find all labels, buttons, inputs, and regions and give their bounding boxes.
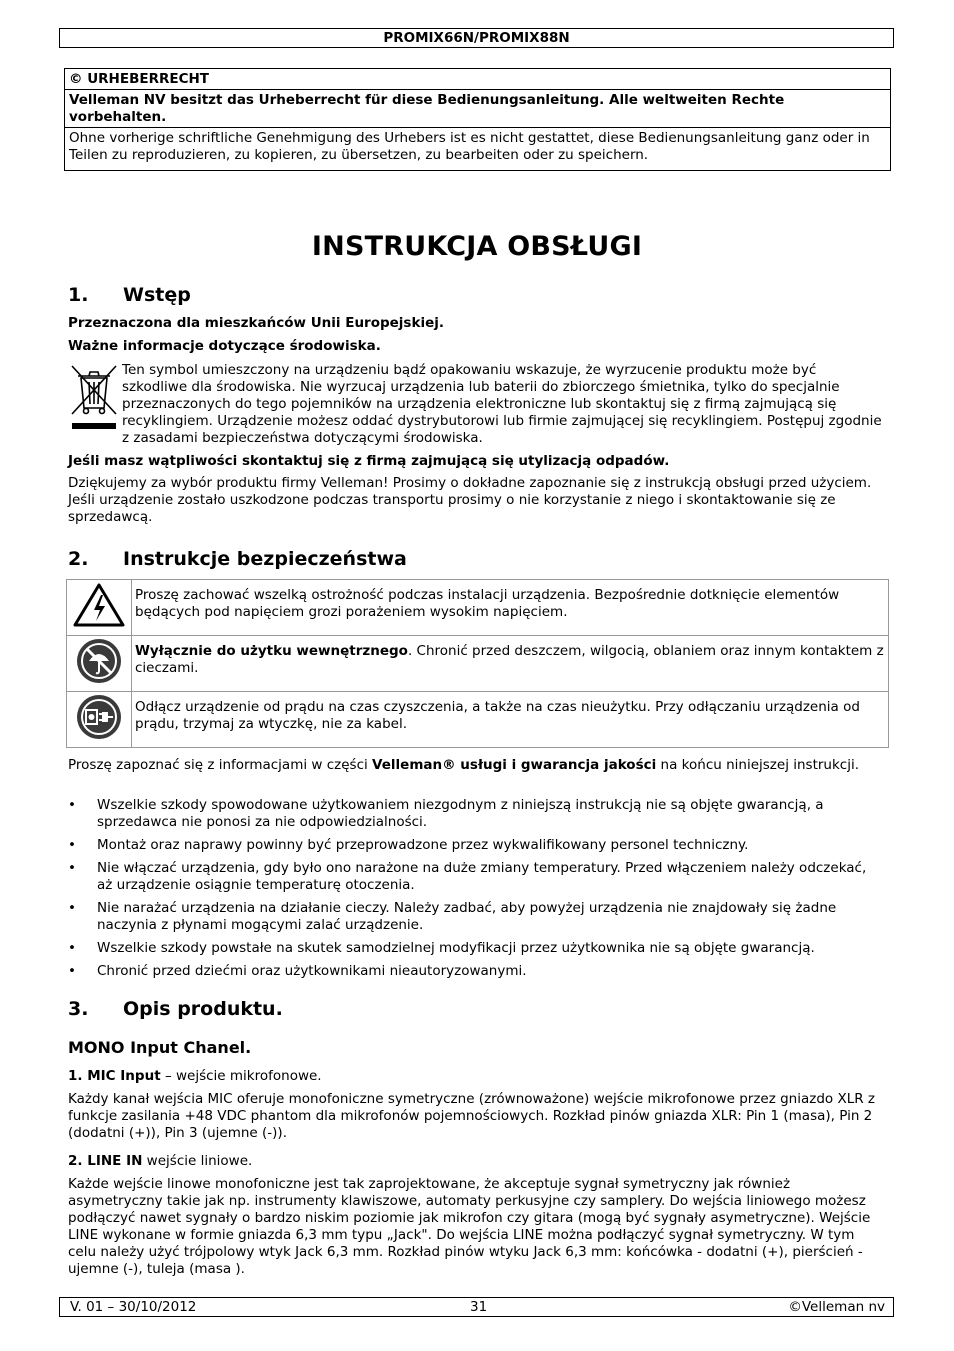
- weee-text: Ten symbol umieszczony na urządzeniu bądź opakowaniu wskazuje, że wyrzucenie produktu może być szkodliwe dla środowiska. Nie wyrzucaj urządzenia lub baterii do zbiorczego śmietnika, tylko do specjalnie przeznaczonych do tego pojemników na urządzenia elektroniczne lub skontaktuj się z firmą zajmującą się recyklingiem. Urządzenie możesz oddać dystrybutorowi lub firmie zajmującej się recyklingiem. Postępuj zgodnie z zasadami bezpieczeństwa dotyczącymi środowiska.: [122, 362, 882, 446]
- section-heading-product: [68, 997, 283, 1021]
- page-footer: [59, 1297, 894, 1317]
- weee-bin-icon: [68, 362, 120, 432]
- safety-text: . Chronić przed deszczem, wilgocią, oblaniem oraz innym kontaktem z cieczami.: [135, 643, 884, 676]
- copyright-text: Ohne vorherige schriftliche Genehmigung des Urhebers ist es nicht gestattet, diese Bedienungsanleitung ganz oder in Teilen zu reproduzieren, zu kopieren, zu übersetzen, zu bearbeiten oder zu speichern.: [69, 130, 870, 163]
- line-in-label: 2. LINE IN: [68, 1153, 143, 1169]
- bullet: •: [68, 837, 76, 853]
- thanks-paragraph: Dziękujemy za wybór produktu firmy Velleman! Prosimy o dokładne zapoznanie się z instrukcją obsługi przed użyciem. Jeśli urządzenie zostało uszkodzone podczas transportu prosimy o nie korzystanie z niego i skontaktowanie się ze sprzedawcą.: [68, 475, 872, 525]
- list-item-text: Nie włączać urządzenia, gdy było ono narażone na duże zmiany temperatury. Przed włączeniem należy odczekać, aż urządzenie osiągnie temperaturę otoczenia.: [97, 860, 867, 893]
- list-item-text: Wszelkie szkody powstałe na skutek samodzielnej modyfikacji przez użytkownika nie są objęte gwarancją.: [97, 940, 815, 956]
- footer-brand: ©Velleman nv: [788, 1299, 885, 1315]
- waste-contact-note: Jeśli masz wątpliwości skontaktuj się z firmą zajmującą się utylizacją odpadów.: [68, 453, 670, 469]
- page-header: PROMIX66N/PROMIX88N: [59, 28, 894, 48]
- line-in-text: Każde wejście linowe monofoniczne jest tak zaprojektowane, że akceptuje sygnał symetryczny jak również asymetryczny takie jak np. instrumenty klawiszowe, automaty perkusyjne czy samplery. Do wejścia liniowego możesz podłączyć nawet sygnały o bardzo niskim poziomie jak mikrofon czy gitara (mogą być sygnały asymetryczne). Wejście LINE wykonane w formie gniazda 6,3 mm typu „Jack". Do wejścia LINE można podłączyć sygnał symetryczny. W tym celu należy użyć trójpolowy wtyk Jack 6,3 mm. Rozkład pinów wtyku Jack 6,3 mm: końcówka - dodatni (+), pierścień - ujemne (-), tuleja (masa ).: [68, 1176, 871, 1277]
- ref-text: Proszę zapoznać się z informacjami w części: [68, 757, 373, 773]
- safety-bullet-list: [68, 797, 883, 986]
- list-item: [68, 837, 883, 854]
- section-number: 2.: [68, 548, 89, 570]
- list-item-text: Nie narażać urządzenia na działanie cieczy. Należy zadbać, aby powyżej urządzenia nie znajdowały się żadne naczynia z płynami mogącymi zalać urządzenie.: [97, 900, 837, 933]
- safety-table: [66, 579, 889, 748]
- environment-info-title: Ważne informacje dotyczące środowiska.: [68, 338, 381, 354]
- mic-input-text: Każdy kanał wejścia MIC oferuje monofoniczne symetryczne (zrównoważone) wejście mikrofonowe przez gniazdo XLR z funkcje zasilania +48 VDC phantom dla mikrofonów pojemnościowych. Rozkład pinów gniazda XLR: Pin 1 (masa), Pin 2 (dodatni (+)), Pin 3 (ujemne (-)).: [68, 1091, 875, 1141]
- safety-text: Odłącz urządzenie od prądu na czas czyszczenia, a także na czas nieużytku. Przy odłączaniu urządzenia od prądu, trzymaj za wtyczkę, nie za kabel.: [135, 699, 860, 732]
- bullet: •: [68, 860, 76, 876]
- copyright-divider-2: [65, 127, 890, 128]
- section-number: 1.: [68, 284, 89, 306]
- high-voltage-warning-icon: [72, 616, 126, 632]
- safety-icon-cell: [67, 636, 132, 692]
- eu-residents-note: Przeznaczona dla mieszkańców Unii Europejskiej.: [68, 315, 444, 331]
- mic-input-label: 1. MIC Input: [68, 1068, 161, 1084]
- section-heading-intro: [68, 283, 191, 307]
- footer-page-number: 31: [470, 1299, 488, 1315]
- section-heading-safety: [68, 547, 407, 571]
- safety-text-cell: [132, 580, 889, 636]
- subheading-mono-input: MONO Input Chanel.: [68, 1038, 252, 1057]
- copyright-box: [64, 68, 891, 171]
- list-item: [68, 900, 883, 934]
- safety-text-cell: [132, 692, 889, 748]
- section-title: Opis produktu.: [123, 998, 283, 1020]
- list-item-text: Chronić przed dziećmi oraz użytkownikami nieautoryzowanymi.: [97, 963, 527, 979]
- safety-text-cell: [132, 636, 889, 692]
- copyright-heading: © URHEBERRECHT: [69, 71, 210, 87]
- bullet: •: [68, 963, 76, 979]
- list-item: [68, 797, 883, 831]
- safety-bold-text: Wyłącznie do użytku wewnętrznego: [135, 643, 408, 659]
- copyright-divider: [65, 89, 890, 90]
- section-number: 3.: [68, 998, 89, 1020]
- line-in-title: [68, 1153, 883, 1170]
- ref-bold-text: Velleman® usługi i gwarancja jakości: [372, 757, 657, 773]
- safety-row: [67, 580, 889, 636]
- footer-version: V. 01 – 30/10/2012: [70, 1299, 197, 1315]
- unplug-icon: [75, 729, 123, 745]
- indoor-use-only-icon: [75, 673, 123, 689]
- safety-row: [67, 692, 889, 748]
- list-item: [68, 860, 883, 894]
- bullet: •: [68, 797, 76, 813]
- copyright-bold-text: Velleman NV besitzt das Urheberrecht für diese Bedienungsanleitung. Alle weltweiten Rechte vorbehalten.: [69, 92, 785, 125]
- safety-text: Proszę zachować wszelką ostrożność podczas instalacji urządzenia. Bezpośrednie dotknięcie elementów będących pod napięciem grozi porażeniem wysokim napięciem.: [135, 587, 840, 620]
- mic-input-title: [68, 1068, 883, 1085]
- weee-block: [68, 362, 883, 447]
- safety-icon-cell: [67, 692, 132, 748]
- list-item: [68, 963, 883, 980]
- mic-input-suffix: – wejście mikrofonowe.: [160, 1068, 322, 1084]
- section-title: Wstęp: [123, 284, 191, 306]
- list-item-text: Montaż oraz naprawy powinny być przeprowadzone przez wykwalifikowany personel techniczny.: [97, 837, 749, 853]
- ref-text-end: na końcu niniejszej instrukcji.: [656, 757, 860, 773]
- line-in-suffix: wejście liniowe.: [142, 1153, 253, 1169]
- list-item: [68, 940, 883, 957]
- service-reference: [68, 757, 883, 774]
- section-title: Instrukcje bezpieczeństwa: [123, 548, 407, 570]
- bullet: •: [68, 900, 76, 916]
- safety-row: [67, 636, 889, 692]
- page-title: INSTRUKCJA OBSŁUGI: [311, 231, 643, 262]
- safety-icon-cell: [67, 580, 132, 636]
- list-item-text: Wszelkie szkody spowodowane użytkowaniem niezgodnym z niniejszą instrukcją nie są objęte gwarancją, a sprzedawca nie ponosi za nie odpowiedzialności.: [97, 797, 824, 830]
- bullet: •: [68, 940, 76, 956]
